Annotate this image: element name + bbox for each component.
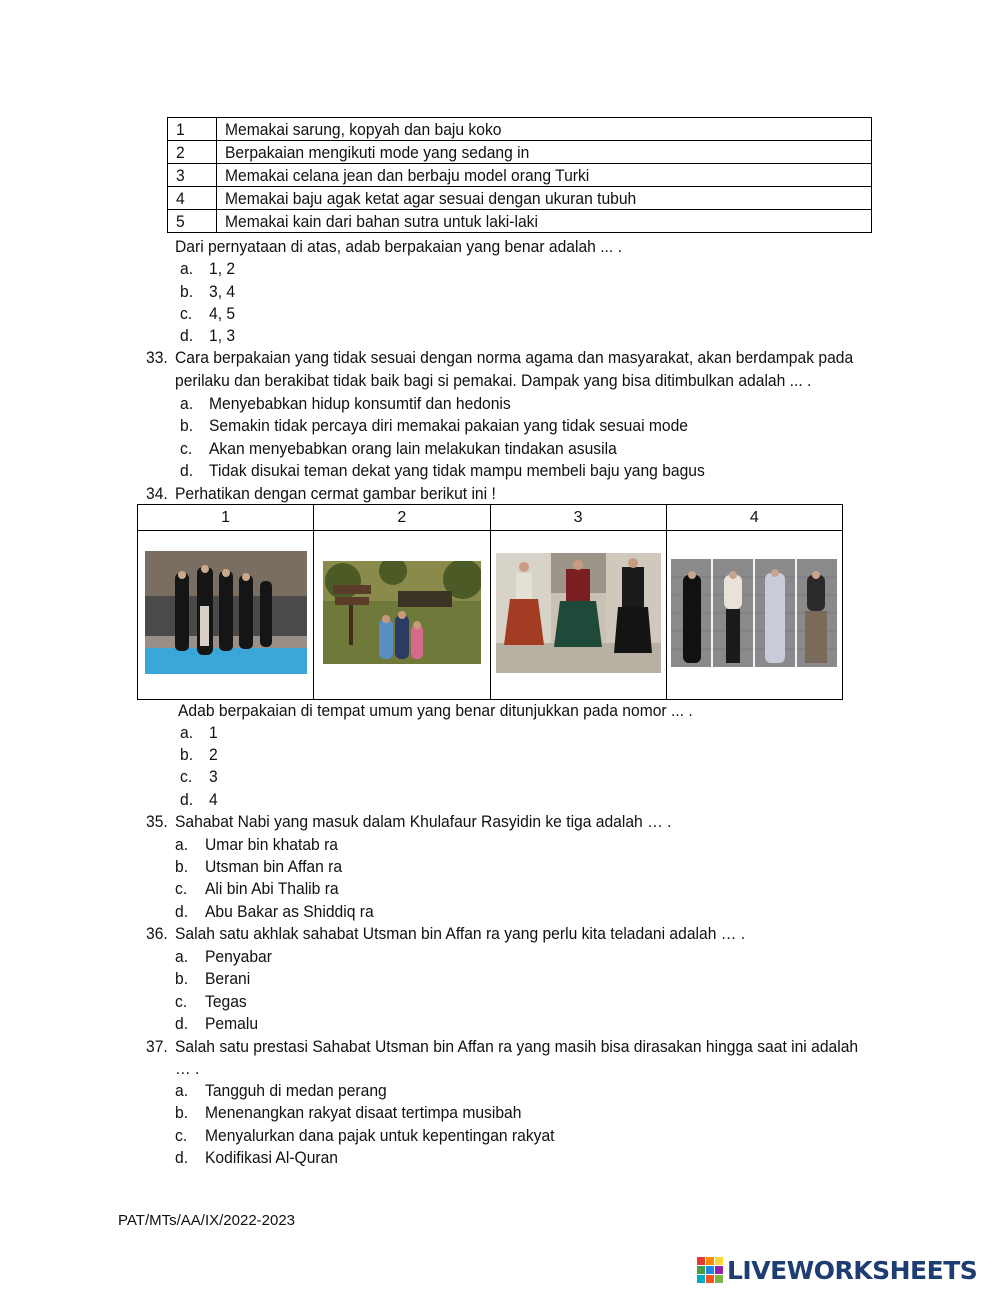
option-text: Ali bin Abi Thalib ra <box>205 879 339 898</box>
option-label: d. <box>180 790 194 809</box>
option-label: b. <box>175 1103 189 1122</box>
question-number: 33. <box>146 348 168 367</box>
picture-header: 2 <box>314 505 490 531</box>
statements-table <box>167 117 872 233</box>
option-label: a. <box>180 394 194 413</box>
option-text: Menyalurkan dana pajak untuk kepentingan rakyat <box>205 1126 555 1145</box>
option-text: Pemalu <box>205 1014 259 1033</box>
option-text: 1, 3 <box>209 326 236 345</box>
table-row: 3 Memakai celana jean dan berbaju model orang Turki <box>168 164 872 187</box>
fashion-collage-photo <box>496 553 661 673</box>
option-text: 1, 2 <box>209 259 236 278</box>
question-33-stem: Cara berpakaian yang tidak sesuai dengan norma agama dan masyarakat, akan berdampak pada <box>175 348 854 367</box>
question-35-stem: Sahabat Nabi yang masuk dalam Khulafaur Rasyidin ke tiga adalah … . <box>175 812 672 831</box>
option-label: a. <box>175 1081 189 1100</box>
table-row: 5 Memakai kain dari bahan sutra untuk laki-laki <box>168 210 872 233</box>
question-37-stem-cont: … . <box>175 1059 200 1078</box>
footer-code: PAT/MTs/AA/IX/2022-2023 <box>118 1212 296 1229</box>
option-label: d. <box>180 461 194 480</box>
question-32-stem: Dari pernyataan di atas, adab berpakaian yang benar adalah ... . <box>175 237 622 256</box>
hijab-outfits-photo <box>671 559 837 667</box>
family-park-photo <box>323 561 481 664</box>
option-label: a. <box>175 835 189 854</box>
question-34-stem: Perhatikan dengan cermat gambar berikut ini ! <box>175 484 496 503</box>
question-number: 34. <box>146 484 168 503</box>
runway-abaya-photo <box>145 551 307 674</box>
picture-header: 4 <box>666 505 842 531</box>
table-row: 4 Memakai baju agak ketat agar sesuai dengan ukuran tubuh <box>168 187 872 210</box>
option-text: Penyabar <box>205 947 272 966</box>
brand-name: LIVEWORKSHEETS <box>727 1255 978 1285</box>
picture-header: 1 <box>138 505 314 531</box>
option-label: c. <box>175 992 188 1011</box>
option-label: c. <box>180 439 193 458</box>
option-text: Umar bin khatab ra <box>205 835 339 854</box>
option-text: 4 <box>209 790 218 809</box>
option-text: Menyebabkan hidup konsumtif dan hedonis <box>209 394 511 413</box>
option-label: d. <box>175 1014 189 1033</box>
option-text: Menenangkan rakyat disaat tertimpa musibah <box>205 1103 522 1122</box>
picture-header: 3 <box>490 505 666 531</box>
option-text: Utsman bin Affan ra <box>205 857 343 876</box>
option-label: b. <box>175 857 189 876</box>
option-label: c. <box>175 1126 188 1145</box>
pictures-table <box>137 504 843 700</box>
option-label: d. <box>180 326 194 345</box>
option-text: Tegas <box>205 992 247 1011</box>
option-label: b. <box>180 745 194 764</box>
option-label: c. <box>175 879 188 898</box>
option-label: b. <box>180 416 194 435</box>
option-text: 2 <box>209 745 218 764</box>
option-text: Abu Bakar as Shiddiq ra <box>205 902 374 921</box>
option-label: d. <box>175 902 189 921</box>
option-label: a. <box>180 723 194 742</box>
option-text: 3, 4 <box>209 282 236 301</box>
option-text: 3 <box>209 767 218 786</box>
option-text: 4, 5 <box>209 304 236 323</box>
question-36-stem: Salah satu akhlak sahabat Utsman bin Affan ra yang perlu kita teladani adalah … . <box>175 924 746 943</box>
option-label: a. <box>175 947 189 966</box>
liveworksheets-logo-icon <box>697 1257 723 1283</box>
question-33-stem-cont: perilaku dan berakibat tidak baik bagi si pemakai. Dampak yang bisa ditimbulkan adalah ... . <box>175 371 812 390</box>
table-row: 2 Berpakaian mengikuti mode yang sedang in <box>168 141 872 164</box>
option-text: Semakin tidak percaya diri memakai pakaian yang tidak sesuai mode <box>209 416 689 435</box>
question-number: 37. <box>146 1037 168 1056</box>
question-37-stem: Salah satu prestasi Sahabat Utsman bin Affan ra yang masih bisa dirasakan hingga saat ini adalah <box>175 1037 859 1056</box>
option-label: c. <box>180 767 193 786</box>
table-row: 1 Memakai sarung, kopyah dan baju koko <box>168 118 872 141</box>
question-number: 35. <box>146 812 168 831</box>
option-text: Kodifikasi Al-Quran <box>205 1148 339 1167</box>
question-34-followup: Adab berpakaian di tempat umum yang benar ditunjukkan pada nomor ... . <box>178 701 693 720</box>
option-text: 1 <box>209 723 218 742</box>
option-text: Akan menyebabkan orang lain melakukan tindakan asusila <box>209 439 617 458</box>
option-label: c. <box>180 304 193 323</box>
option-text: Tidak disukai teman dekat yang tidak mampu membeli baju yang bagus <box>209 461 705 480</box>
option-label: b. <box>175 969 189 988</box>
option-label: b. <box>180 282 194 301</box>
liveworksheets-logo[interactable] <box>697 1255 977 1285</box>
option-label: a. <box>180 259 194 278</box>
question-number: 36. <box>146 924 168 943</box>
option-label: d. <box>175 1148 189 1167</box>
option-text: Berani <box>205 969 251 988</box>
option-text: Tangguh di medan perang <box>205 1081 387 1100</box>
